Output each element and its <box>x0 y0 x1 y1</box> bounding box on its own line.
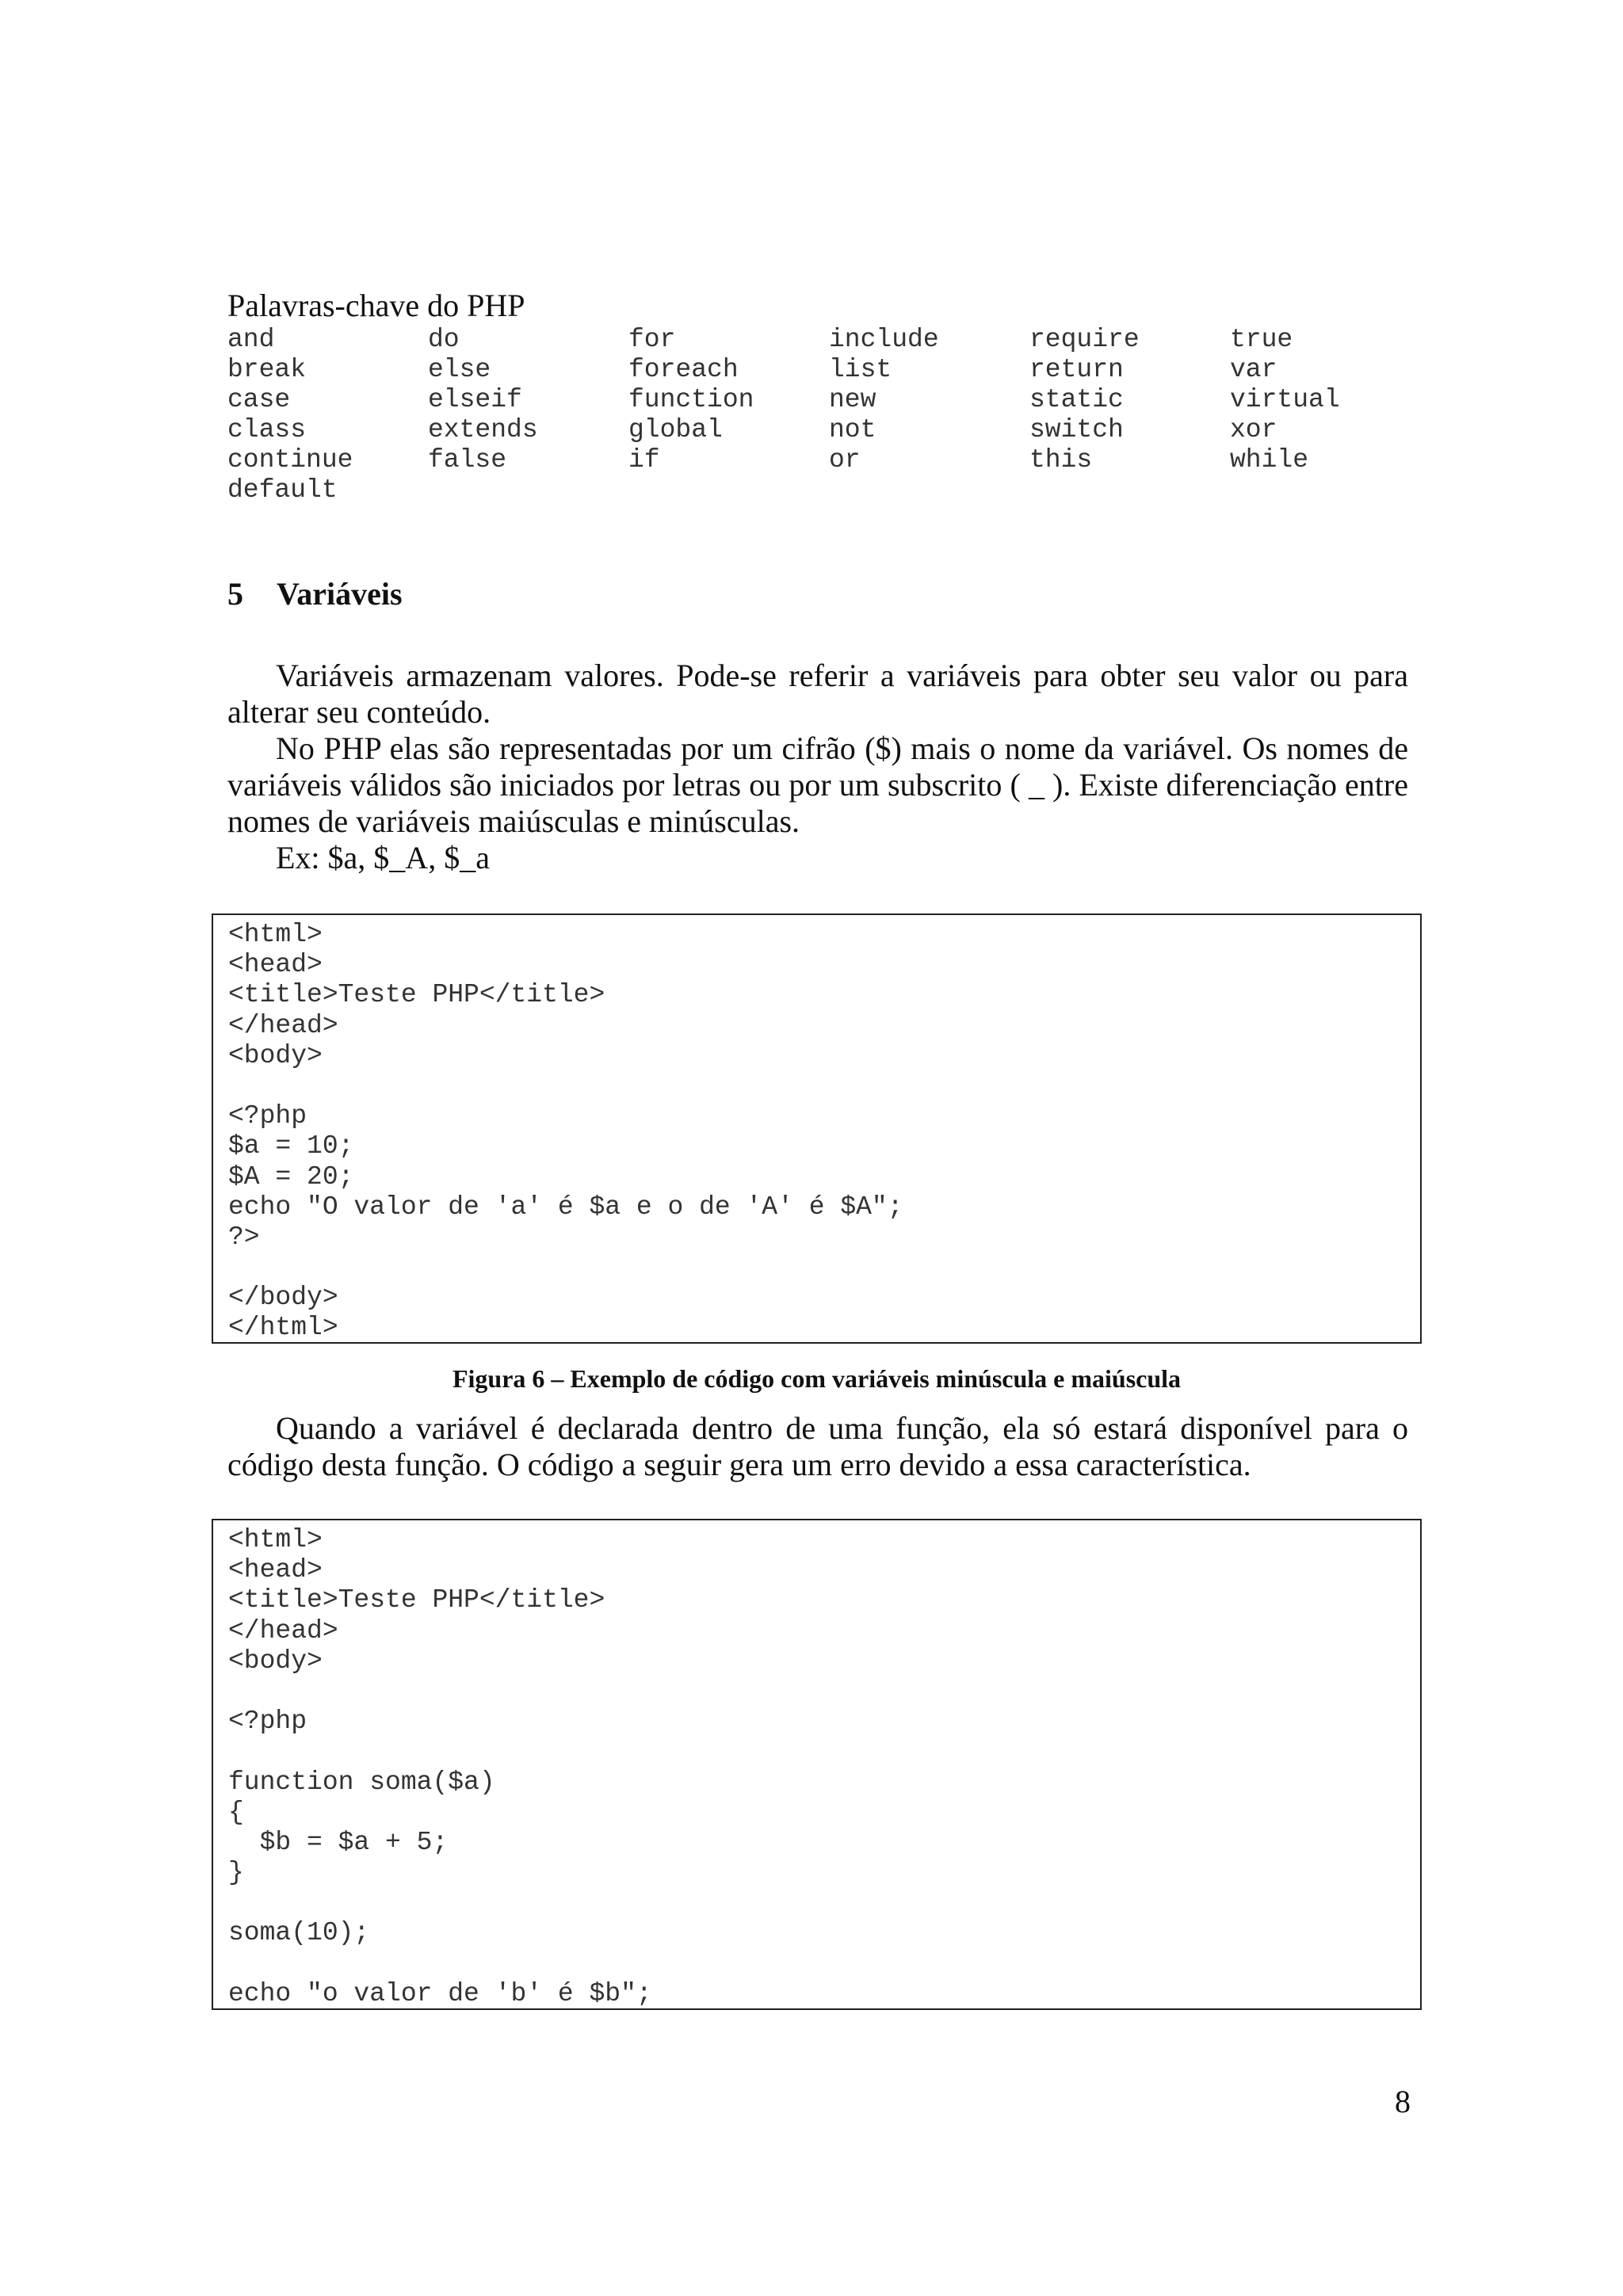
code-block-2 <box>212 1519 1422 2010</box>
code-line: { <box>228 1797 244 1827</box>
code-line: <body> <box>228 1040 323 1070</box>
section-body <box>227 658 1408 876</box>
keyword-cell: false <box>428 445 507 475</box>
keyword-cell: elseif <box>428 385 522 414</box>
keyword-cell: foreach <box>628 355 739 384</box>
keyword-cell: this <box>1029 445 1093 475</box>
keyword-cell: for <box>628 325 676 354</box>
paragraph: Variáveis armazenam valores. Pode-se referir a variáveis para obter seu valor ou para alterar seu conteúdo. <box>227 658 1408 730</box>
keyword-cell: var <box>1230 355 1277 384</box>
keyword-cell: class <box>227 415 307 444</box>
code-line: $b = $a + 5; <box>228 1827 449 1857</box>
keyword-cell: extends <box>428 415 538 444</box>
code-line: echo "o valor de 'b' é $b"; <box>228 1978 652 2008</box>
code-line: $A = 20; <box>228 1161 354 1192</box>
code-line <box>228 1676 1420 1707</box>
keyword-cell: and <box>227 325 275 354</box>
example-line: Ex: $a, $_A, $_a <box>276 840 490 875</box>
code-line: soma(10); <box>228 1918 370 1948</box>
code-line: <html> <box>228 920 323 949</box>
code-line <box>228 1071 1420 1101</box>
code-line: <title>Teste PHP</title> <box>228 980 605 1010</box>
code-line: <?php <box>228 1707 307 1737</box>
keywords-table <box>227 325 1430 505</box>
keyword-cell: return <box>1029 355 1124 384</box>
code-line: <body> <box>228 1646 323 1676</box>
keyword-cell: require <box>1029 325 1140 354</box>
code-line <box>228 1253 1420 1283</box>
keyword-cell: while <box>1230 445 1309 475</box>
keyword-cell: default <box>227 475 338 505</box>
section-heading <box>227 575 403 613</box>
code-line: </head> <box>228 1010 338 1040</box>
code-line <box>228 1737 1420 1767</box>
code-line: <html> <box>228 1525 323 1554</box>
keyword-cell: true <box>1230 325 1293 354</box>
keyword-cell: case <box>227 385 291 414</box>
keyword-cell: continue <box>227 445 353 475</box>
code-line: </head> <box>228 1615 338 1646</box>
code-line <box>228 1888 1420 1918</box>
keyword-cell: function <box>628 385 754 414</box>
keyword-cell: or <box>829 445 861 475</box>
code-line <box>228 1949 1420 1979</box>
code-line: <title>Teste PHP</title> <box>228 1585 605 1615</box>
code-line: $a = 10; <box>228 1131 354 1161</box>
keyword-cell: new <box>829 385 876 414</box>
keyword-cell: list <box>829 355 892 384</box>
code-line: function soma($a) <box>228 1767 495 1797</box>
figure-caption: Figura 6 – Exemplo de código com variáveis minúscula e maiúscula <box>452 1364 1182 1393</box>
keyword-cell: switch <box>1029 415 1124 444</box>
keyword-cell: static <box>1029 385 1124 414</box>
keyword-cell: not <box>829 415 876 444</box>
keyword-cell: break <box>227 355 307 384</box>
keyword-cell: else <box>428 355 491 384</box>
code-block-1 <box>212 913 1422 1344</box>
keyword-cell: do <box>428 325 460 354</box>
code-line: } <box>228 1858 244 1888</box>
page-number: 8 <box>1395 2084 1411 2119</box>
code-line: <head> <box>228 1555 323 1585</box>
keyword-cell: if <box>628 445 660 475</box>
paragraph: No PHP elas são representadas por um cifrão ($) mais o nome da variável. Os nomes de variáveis válidos são iniciados por letras ou por um subscrito ( _ ). Existe diferenciação entre nomes de variáveis maiúsculas e minúsculas. <box>227 730 1408 839</box>
paragraph: Quando a variável é declarada dentro de uma função, ela só estará disponível para o código desta função. O código a seguir gera um erro devido a essa característica. <box>227 1410 1408 1482</box>
section-title: Variáveis <box>277 576 403 612</box>
keyword-cell: global <box>628 415 723 444</box>
code-line: <?php <box>228 1101 307 1131</box>
section-number: 5 <box>227 576 243 612</box>
code-line: <head> <box>228 950 323 980</box>
code-line: </html> <box>228 1313 338 1343</box>
code-line: </body> <box>228 1283 338 1313</box>
code-line: ?> <box>228 1222 260 1252</box>
keyword-cell: xor <box>1230 415 1277 444</box>
paragraph-2 <box>227 1410 1408 1483</box>
keyword-cell: include <box>829 325 939 354</box>
keywords-title: Palavras-chave do PHP <box>227 288 525 323</box>
code-line: echo "O valor de 'a' é $a e o de 'A' é $A"; <box>228 1192 903 1222</box>
keyword-cell: virtual <box>1230 385 1340 414</box>
